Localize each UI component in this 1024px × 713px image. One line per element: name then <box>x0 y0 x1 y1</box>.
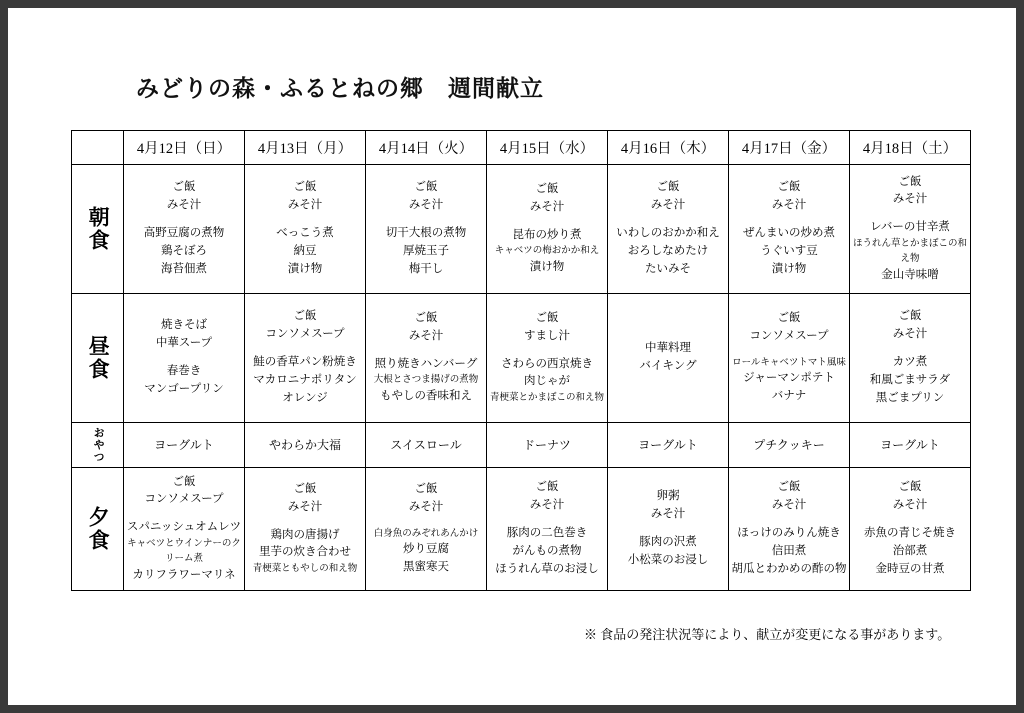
menu-cell <box>608 294 729 423</box>
menu-spacer <box>245 517 365 527</box>
column-header-day-4: 4月15日（水） <box>487 131 608 165</box>
row-label-lunch <box>72 294 124 423</box>
menu-dish-item: 胡瓜とわかめの酢の物 <box>731 562 847 575</box>
menu-staple-item: みそ汁 <box>771 499 807 512</box>
row-label-text: おやつ <box>92 427 105 463</box>
menu-dish-item: 炒り豆腐 <box>403 543 449 556</box>
menu-spacer <box>124 215 244 225</box>
menu-dish-item: やわらか大福 <box>268 437 341 452</box>
menu-staple-item: ご飯 <box>777 481 801 494</box>
menu-dish-item: 昆布の炒り煮 <box>512 228 582 241</box>
menu-dish-item: マンゴープリン <box>144 382 224 395</box>
menu-dish-item: 切干大根の煮物 <box>385 227 467 240</box>
menu-cell <box>366 423 487 468</box>
menu-staple-item: ご飯 <box>777 181 801 194</box>
menu-spacer <box>729 515 849 525</box>
menu-dish-item: もやしの香味和え <box>380 390 472 403</box>
menu-staple-item: みそ汁 <box>529 200 565 213</box>
menu-dish-item: 里芋の炊き合わせ <box>259 546 351 559</box>
menu-dish-item: キャベツの梅おかか和え <box>494 246 600 257</box>
menu-cell <box>366 468 487 591</box>
menu-dish-item: 白身魚のみぞれあんかけ <box>373 528 479 539</box>
menu-dish-item: プチクッキー <box>753 437 825 452</box>
menu-cell <box>487 468 608 591</box>
menu-cell <box>850 423 971 468</box>
menu-staple-item: ご飯 <box>414 312 438 325</box>
table-corner-cell <box>72 131 124 165</box>
menu-dish-item: 大根とさつま揚げの煮物 <box>373 375 479 386</box>
menu-staple-item: みそ汁 <box>408 329 444 342</box>
menu-dish-item: 信田煮 <box>771 544 807 557</box>
menu-staple-item: 卵粥 <box>656 490 680 503</box>
menu-dish-item: オレンジ <box>282 391 328 404</box>
menu-dish-item: 春巻き <box>166 365 202 377</box>
menu-staple-item: ご飯 <box>898 175 922 188</box>
menu-spacer <box>729 346 849 356</box>
menu-dish-item: 黒ごまプリン <box>875 391 945 404</box>
menu-spacer <box>850 209 970 219</box>
menu-dish-item: 豚肉の沢煮 <box>639 536 697 548</box>
footnote-text: ※ 食品の発注状況等により、献立が変更になる事があります。 <box>584 627 951 642</box>
menu-staple-item: コンソメスープ <box>265 328 345 341</box>
menu-dish-item: 小松菜のお浸し <box>627 553 709 566</box>
menu-dish-item: ジャーマンポテト <box>743 372 835 385</box>
menu-staple-item: ご飯 <box>535 312 559 325</box>
menu-staple-item: みそ汁 <box>287 199 323 212</box>
menu-dish-item: 治部煮 <box>892 544 928 557</box>
menu-staple-item: ご飯 <box>414 483 438 496</box>
table-row <box>72 294 971 423</box>
menu-dish-item: バイキング <box>639 360 697 372</box>
menu-spacer <box>366 215 486 225</box>
menu-cell <box>487 294 608 423</box>
menu-dish-item: ヨーグルト <box>880 437 940 452</box>
menu-dish-item: 肉じゃが <box>524 375 570 388</box>
menu-spacer <box>245 215 365 225</box>
menu-dish-item: 赤魚の青じそ焼き <box>864 527 956 540</box>
menu-dish-item: 納豆 <box>293 244 317 257</box>
menu-spacer <box>487 346 607 356</box>
column-header-day-3: 4月14日（火） <box>366 131 487 165</box>
menu-cell <box>366 165 487 294</box>
menu-cell <box>245 294 366 423</box>
menu-dish-item: 厚焼玉子 <box>403 244 449 257</box>
menu-staple-item: みそ汁 <box>892 499 928 512</box>
menu-cell <box>487 165 608 294</box>
menu-cell <box>366 294 487 423</box>
menu-staple-item: ご飯 <box>898 310 922 323</box>
menu-cell <box>729 468 850 591</box>
table-row <box>72 423 971 468</box>
menu-dish-item: 梅干し <box>408 262 444 275</box>
menu-dish-item: おろしなめたけ <box>627 244 709 257</box>
row-label-text: 朝食 <box>86 206 111 252</box>
menu-dish-item: カリフラワーマリネ <box>132 568 236 581</box>
menu-spacer <box>245 344 365 354</box>
menu-staple-item: みそ汁 <box>408 500 444 513</box>
menu-dish-item: 金山寺味噌 <box>881 268 939 281</box>
menu-dish-item: キャベツとウインナーのクリーム煮 <box>127 539 241 564</box>
menu-staple-item: みそ汁 <box>650 508 686 521</box>
menu-staple-item: みそ汁 <box>892 193 928 206</box>
menu-staple-item: ご飯 <box>172 181 196 194</box>
menu-dish-item: 青梗菜とかまぼこの和え物 <box>489 393 604 404</box>
menu-staple-item: ご飯 <box>898 481 922 494</box>
row-label-breakfast <box>72 165 124 294</box>
menu-spacer <box>366 517 486 527</box>
menu-staple-item: ご飯 <box>777 312 801 325</box>
menu-staple-item: みそ汁 <box>287 500 323 513</box>
menu-spacer <box>850 344 970 354</box>
row-label-snack <box>72 423 124 468</box>
menu-cell <box>124 423 245 468</box>
menu-cell <box>124 165 245 294</box>
menu-dish-item: 照り焼きハンバーグ <box>374 357 478 370</box>
menu-dish-item: スイスロール <box>390 437 462 452</box>
weekly-menu-table <box>71 130 971 591</box>
menu-cell <box>124 468 245 591</box>
column-header-day-6: 4月17日（金） <box>729 131 850 165</box>
menu-staple-item: ご飯 <box>293 483 317 496</box>
menu-dish-item: 青梗菜ともやしの和え物 <box>252 564 358 575</box>
menu-dish-item: 黒蜜寒天 <box>403 561 449 574</box>
menu-dish-item: ぜんまいの炒め煮 <box>743 227 835 240</box>
menu-dish-item: うぐいす豆 <box>760 244 818 257</box>
menu-cell <box>729 423 850 468</box>
menu-staple-item: ご飯 <box>535 481 559 494</box>
document-page <box>8 8 1016 705</box>
menu-cell <box>729 165 850 294</box>
page-title: みどりの森・ふるとねの郷 週間献立 <box>136 76 544 101</box>
menu-dish-item: さわらの西京焼き <box>501 357 593 370</box>
table-row <box>72 468 971 591</box>
menu-cell <box>608 165 729 294</box>
row-label-dinner <box>72 468 124 591</box>
menu-dish-item: ヨーグルト <box>638 437 698 452</box>
menu-dish-item: ほうれん草とかまぼこの和え物 <box>852 239 967 264</box>
menu-dish-item: 海苔佃煮 <box>161 262 207 275</box>
table-body <box>72 165 971 591</box>
menu-dish-item: 漬け物 <box>529 261 565 274</box>
menu-cell <box>850 165 971 294</box>
column-header-day-5: 4月16日（木） <box>608 131 729 165</box>
menu-staple-item: ご飯 <box>293 181 317 194</box>
menu-dish-item: 金時豆の甘煮 <box>875 562 945 575</box>
menu-staple-item: みそ汁 <box>771 199 807 212</box>
column-header-day-2: 4月13日（月） <box>245 131 366 165</box>
menu-dish-item: ほうれん草のお浸し <box>495 562 599 575</box>
menu-staple-item: みそ汁 <box>892 328 928 341</box>
menu-dish-item: べっこう煮 <box>276 227 334 240</box>
menu-staple-item: コンソメスープ <box>144 493 224 506</box>
menu-dish-item: 鶏そぼろ <box>161 244 207 257</box>
menu-staple-item: みそ汁 <box>529 499 565 512</box>
menu-spacer <box>124 353 244 363</box>
menu-staple-item: コンソメスープ <box>749 329 829 342</box>
menu-staple-item: すまし汁 <box>524 329 570 342</box>
menu-dish-item: いわしのおかか和え <box>616 227 720 240</box>
menu-cell <box>850 468 971 591</box>
menu-spacer <box>487 217 607 227</box>
menu-spacer <box>124 509 244 519</box>
menu-dish-item: 鶏肉の唐揚げ <box>270 528 340 541</box>
menu-dish-item: 高野豆腐の煮物 <box>143 227 225 240</box>
menu-spacer <box>608 524 728 534</box>
menu-spacer <box>608 215 728 225</box>
menu-cell <box>487 423 608 468</box>
menu-dish-item: 漬け物 <box>771 262 807 275</box>
menu-dish-item: がんもの煮物 <box>512 544 582 557</box>
menu-cell <box>850 294 971 423</box>
menu-staple-item: 中華スープ <box>155 337 213 350</box>
menu-cell <box>729 294 850 423</box>
row-label-text: 夕食 <box>86 506 111 552</box>
menu-dish-item: 漬け物 <box>287 262 323 275</box>
menu-staple-item: ご飯 <box>656 181 680 194</box>
menu-spacer <box>487 515 607 525</box>
menu-cell <box>245 165 366 294</box>
menu-dish-item: ロールキャベツトマト風味 <box>732 357 846 368</box>
column-header-day-1: 4月12日（日） <box>124 131 245 165</box>
menu-dish-item: たいみそ <box>645 262 691 275</box>
menu-cell <box>245 468 366 591</box>
menu-staple-item: みそ汁 <box>408 199 444 212</box>
menu-cell <box>245 423 366 468</box>
menu-dish-item: 鮭の香草パン粉焼き <box>253 356 357 369</box>
menu-dish-item: スパニッシュオムレツ <box>126 521 242 534</box>
menu-dish-item: レバーの甘辛煮 <box>870 221 950 234</box>
table-header <box>72 131 971 165</box>
menu-dish-item: ほっけのみりん焼き <box>737 527 841 540</box>
menu-cell <box>124 294 245 423</box>
menu-staple-item: ご飯 <box>172 475 196 488</box>
menu-staple-item: みそ汁 <box>166 199 202 212</box>
menu-dish-item: マカロニナポリタン <box>253 373 357 386</box>
menu-dish-item: 豚肉の二色巻き <box>506 527 588 540</box>
menu-staple-item: ご飯 <box>293 310 317 323</box>
menu-cell <box>608 423 729 468</box>
menu-spacer <box>850 515 970 525</box>
menu-dish-item: 和風ごまサラダ <box>869 373 951 386</box>
menu-spacer <box>729 215 849 225</box>
menu-staple-item: ご飯 <box>535 183 559 196</box>
menu-dish-item: バナナ <box>771 390 807 403</box>
menu-dish-item: ヨーグルト <box>154 437 214 452</box>
menu-spacer <box>366 346 486 356</box>
row-label-text: 昼食 <box>86 335 111 381</box>
menu-staple-item: ご飯 <box>414 181 438 194</box>
menu-cell <box>608 468 729 591</box>
column-header-day-7: 4月18日（土） <box>850 131 971 165</box>
menu-staple-item: 焼きそば <box>161 319 207 332</box>
table-row <box>72 165 971 294</box>
menu-dish-item: ドーナツ <box>523 437 571 452</box>
table-header-row <box>72 131 971 165</box>
menu-dish-item: カツ煮 <box>892 356 928 369</box>
menu-dish-item: 中華料理 <box>645 342 691 355</box>
menu-staple-item: みそ汁 <box>650 199 686 212</box>
